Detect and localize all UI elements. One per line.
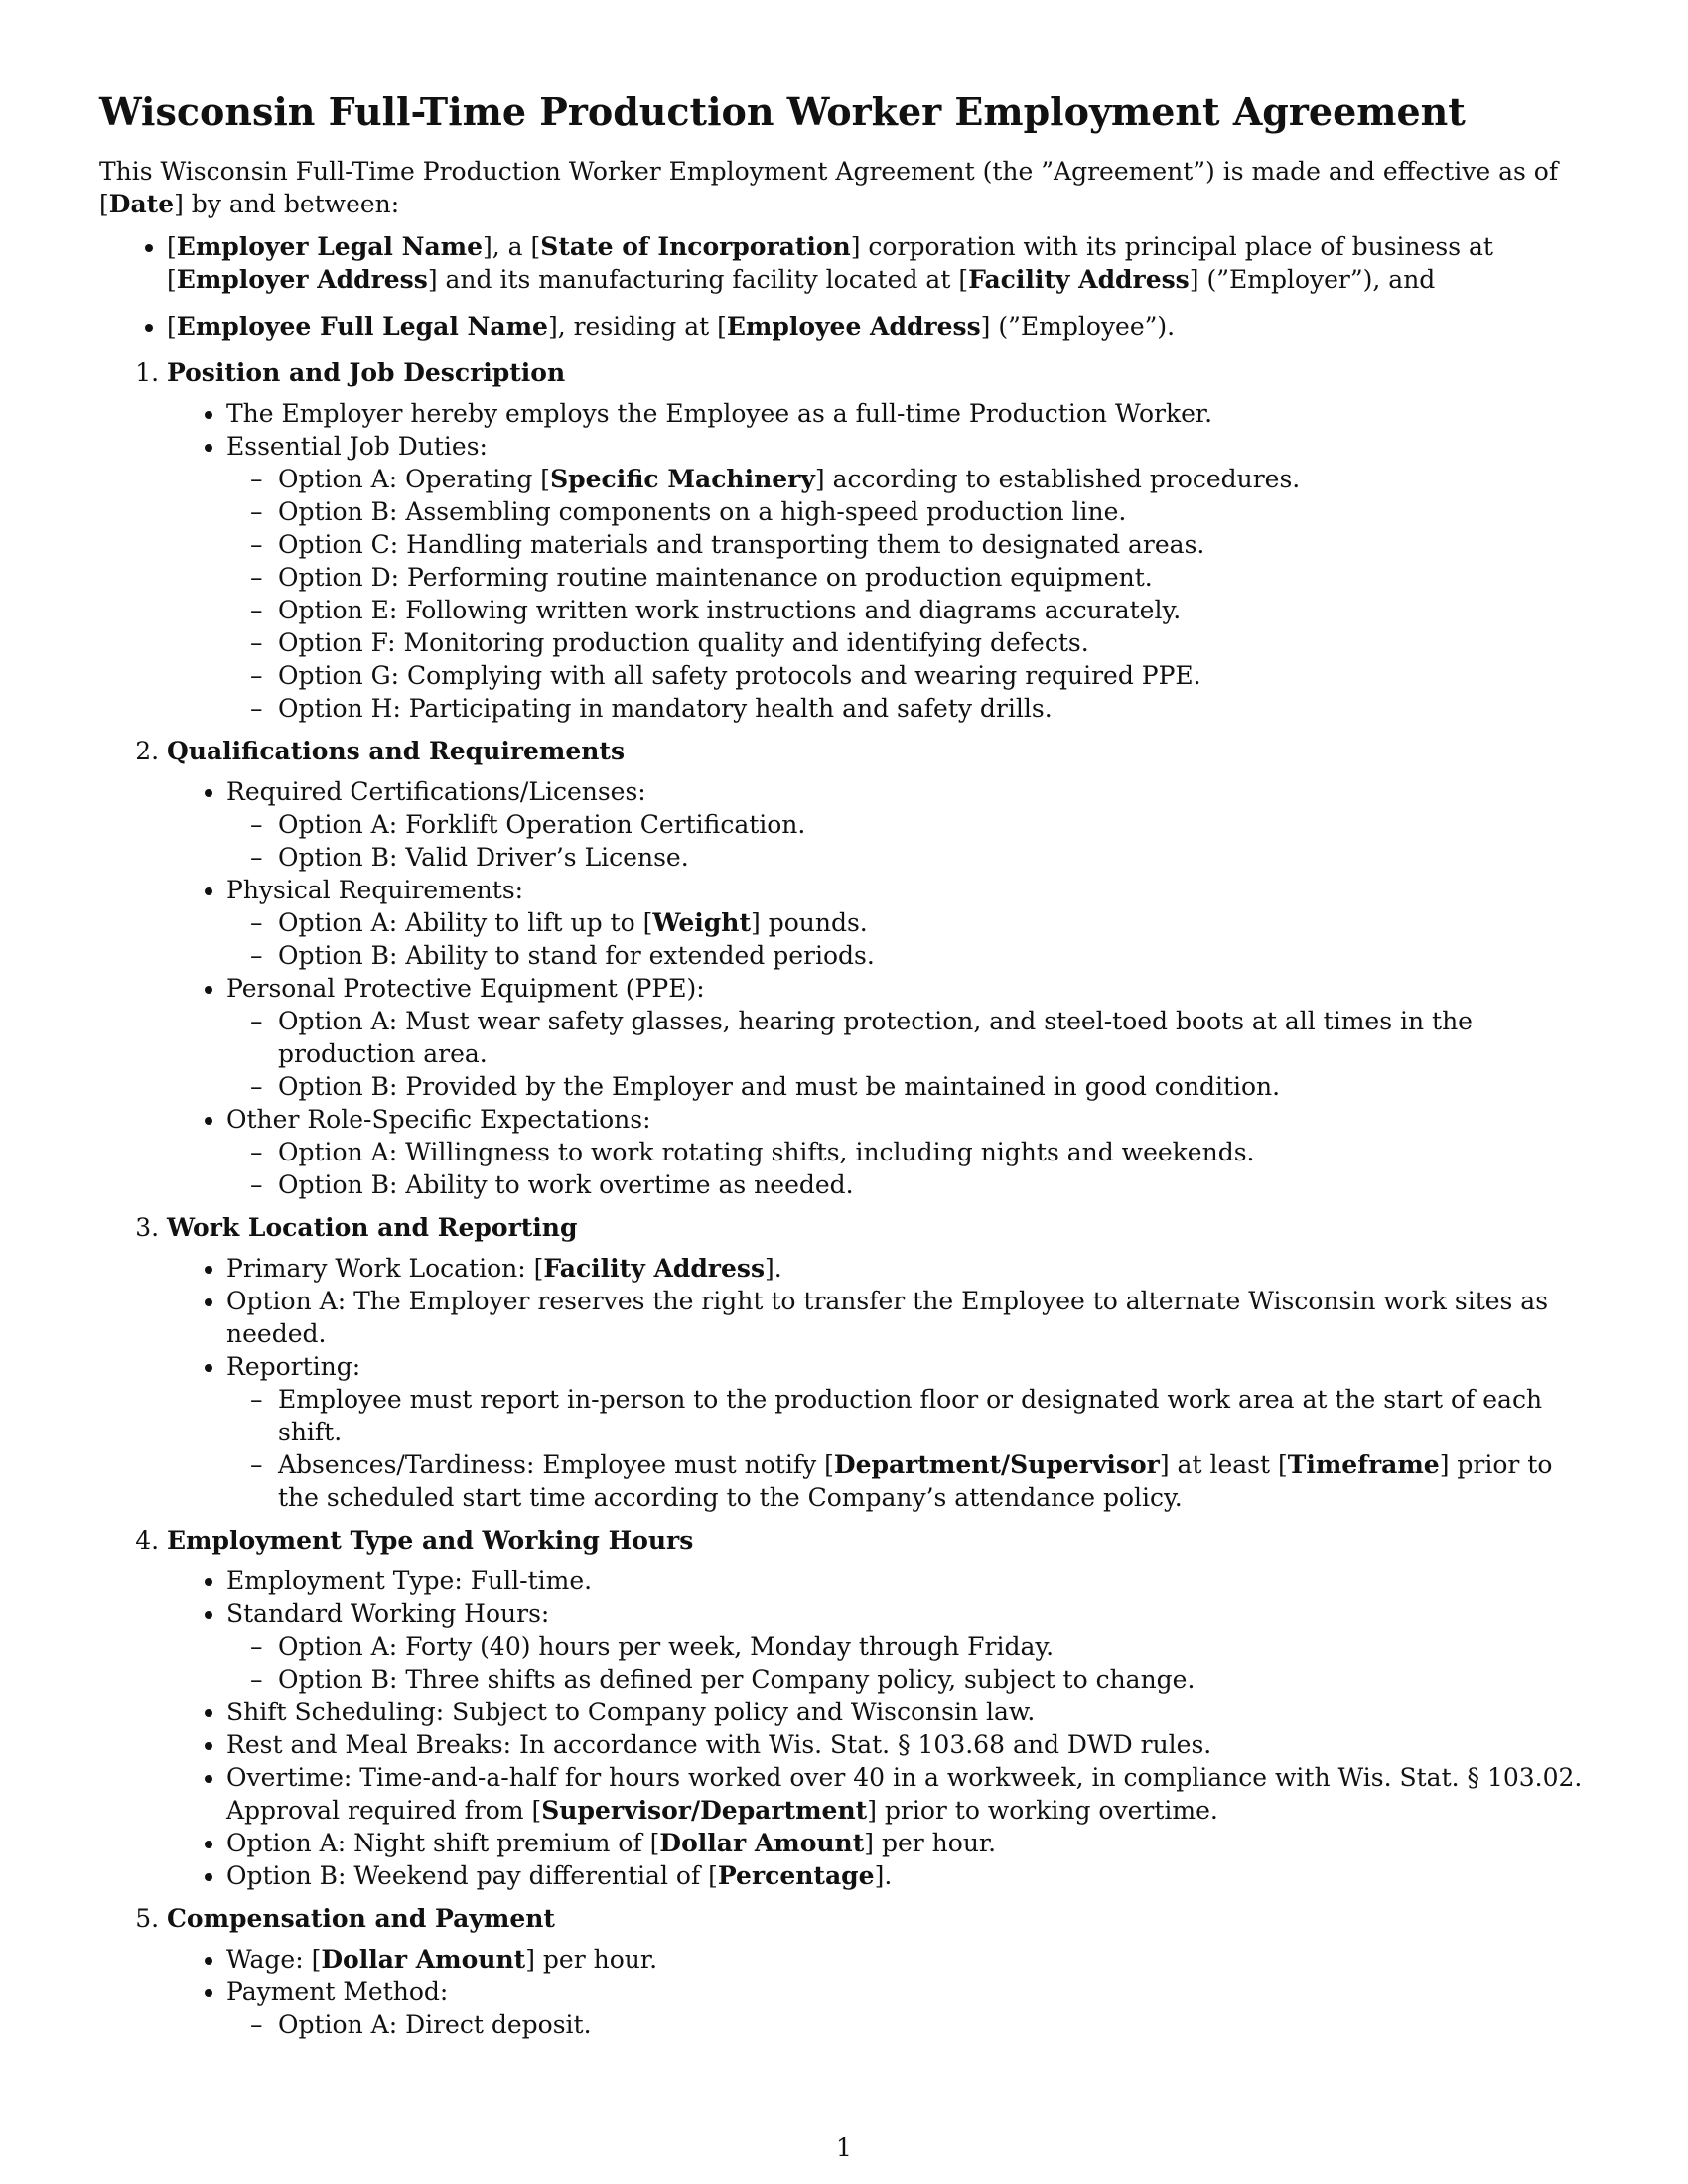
option-item: – Employee must report in-person to the production floor or designated work area at the start of each shift. <box>278 1383 1589 1448</box>
option-item: – Option A: Must wear safety glasses, hearing protection, and steel-toed boots at all times in the production area. <box>278 1005 1589 1070</box>
section-3 <box>167 1211 1589 1514</box>
option-item: – Option C: Handling materials and transporting them to designated areas. <box>278 528 1589 561</box>
option-item: – Option H: Participating in mandatory health and safety drills. <box>278 692 1589 725</box>
placeholder-dollar-amount: Dollar Amount <box>321 1945 526 1974</box>
list-item: • Option A: Night shift premium of [Dollar Amount] per hour. <box>226 1827 1589 1859</box>
option-item: – Option B: Three shifts as defined per Company policy, subject to change. <box>278 1663 1589 1696</box>
option-item: – Option G: Complying with all safety protocols and wearing required PPE. <box>278 659 1589 692</box>
placeholder-facility-address: Facility Address <box>968 265 1190 294</box>
option-item: – Option A: Willingness to work rotating shifts, including nights and weekends. <box>278 1136 1589 1168</box>
list-item: • Rest and Meal Breaks: In accordance with Wis. Stat. § 103.68 and DWD rules. <box>226 1728 1589 1761</box>
list-item: • Employment Type: Full-time. <box>226 1565 1589 1597</box>
list-item: • Required Certifications/Licenses: – Option A: Forklift Operation Certification. – Option B: Valid Driver’s License. <box>226 775 1589 874</box>
option-item: – Option F: Monitoring production quality and identifying defects. <box>278 626 1589 659</box>
placeholder-supervisor-department: Supervisor/Department <box>541 1796 868 1825</box>
placeholder-weight: Weight <box>652 908 752 937</box>
option-item: – Option B: Ability to stand for extended periods. <box>278 939 1589 972</box>
option-item: – Option B: Valid Driver’s License. <box>278 841 1589 874</box>
section-title: 2. Qualifications and Requirements <box>167 737 626 765</box>
placeholder-facility-address: Facility Address <box>543 1254 766 1283</box>
section-title: 1. Position and Job Description <box>167 358 566 387</box>
option-item: – Option A: Ability to lift up to [Weight] pounds. <box>278 906 1589 939</box>
option-item: – Option A: Direct deposit. <box>278 2008 1589 2041</box>
placeholder-timeframe: Timeframe <box>1287 1450 1440 1479</box>
section-5 <box>167 1902 1589 2041</box>
section-2 <box>167 735 1589 1201</box>
placeholder-date: Date <box>108 190 175 218</box>
list-item: • Reporting: – Employee must report in-person to the production floor or designated work area at the start of each shift. – Absences/Tardiness: Employee must notify [Department/Supervisor] at least [Timeframe] prior to the scheduled start time according to the Company’s attendance policy. <box>226 1350 1589 1514</box>
list-item: • Standard Working Hours: – Option A: Forty (40) hours per week, Monday through Friday. – Option B: Three shifts as defined per Company policy, subject to change. <box>226 1597 1589 1696</box>
intro-paragraph: This Wisconsin Full-Time Production Worker Employment Agreement (the ”Agreement”) is made and effective as of [Date] by and between: <box>99 157 1559 218</box>
list-item: • Primary Work Location: [Facility Address]. <box>226 1252 1589 1285</box>
list-item: • Option B: Weekend pay differential of [Percentage]. <box>226 1859 1589 1892</box>
option-item: – Option E: Following written work instructions and diagrams accurately. <box>278 594 1589 626</box>
list-item: • The Employer hereby employs the Employee as a full-time Production Worker. <box>226 397 1589 430</box>
page-number: 1 <box>836 2133 852 2162</box>
list-item: • Option A: The Employer reserves the right to transfer the Employee to alternate Wisconsin work sites as needed. <box>226 1285 1589 1350</box>
parties-list <box>99 230 1589 342</box>
option-item: – Option B: Provided by the Employer and must be maintained in good condition. <box>278 1070 1589 1103</box>
placeholder-department-supervisor: Department/Supervisor <box>833 1450 1160 1479</box>
list-item: • Personal Protective Equipment (PPE): – Option A: Must wear safety glasses, hearing protection, and steel-toed boots at all times in the production area. – Option B: Provided by the Employer and must be maintained in good condition. <box>226 972 1589 1103</box>
placeholder-state-of-incorporation: State of Incorporation <box>540 232 851 261</box>
option-item: – Option A: Forty (40) hours per week, Monday through Friday. <box>278 1630 1589 1663</box>
placeholder-employee-address: Employee Address <box>726 312 981 341</box>
placeholder-dollar-amount: Dollar Amount <box>659 1829 865 1857</box>
document-title: Wisconsin Full-Time Production Worker Employment Agreement <box>99 89 1466 134</box>
sections-list <box>99 356 1589 2041</box>
section-4 <box>167 1524 1589 1892</box>
placeholder-employer-address: Employer Address <box>176 265 428 294</box>
list-item: • Physical Requirements: – Option A: Ability to lift up to [Weight] pounds. – Option B: Ability to stand for extended periods. <box>226 874 1589 972</box>
party-employee: • [Employee Full Legal Name], residing at [Employee Address] (”Employee”). <box>167 310 1589 342</box>
option-item: – Option B: Ability to work overtime as needed. <box>278 1168 1589 1201</box>
list-item: • Essential Job Duties: – Option A: Operating [Specific Machinery] according to established procedures. – Option B: Assembling components on a high-speed production line. – Option C: Handling materials and transporting them to designated areas. – Option D: Performing routine maintenance on production equipment. – Option E: Following written work instructions and diagrams accurately. – Option F: Monitoring production quality and identifying defects. – Option G: Complying with all safety protocols and wearing required PPE. – Option H: Participating in mandatory health and safety drills. <box>226 430 1589 725</box>
list-item: • Wage: [Dollar Amount] per hour. <box>226 1943 1589 1976</box>
option-item: – Option A: Forklift Operation Certification. <box>278 808 1589 841</box>
section-title: 3. Work Location and Reporting <box>167 1213 578 1242</box>
option-item: – Option A: Operating [Specific Machinery] according to established procedures. <box>278 463 1589 495</box>
option-item: – Option D: Performing routine maintenance on production equipment. <box>278 561 1589 594</box>
option-item: – Option B: Assembling components on a high-speed production line. <box>278 495 1589 528</box>
list-item: • Other Role-Specific Expectations: – Option A: Willingness to work rotating shifts, including nights and weekends. – Option B: Ability to work overtime as needed. <box>226 1103 1589 1201</box>
section-1 <box>167 356 1589 725</box>
placeholder-employee-full-legal-name: Employee Full Legal Name <box>176 312 548 341</box>
party-employer: • [Employer Legal Name], a [State of Incorporation] corporation with its principal place of business at [Employer Address] and its manufacturing facility located at [Facility Address] (”Employer”), and <box>167 230 1589 296</box>
placeholder-employer-legal-name: Employer Legal Name <box>176 232 484 261</box>
section-title: 4. Employment Type and Working Hours <box>167 1526 694 1555</box>
placeholder-percentage: Percentage <box>717 1861 875 1890</box>
list-item: • Overtime: Time-and-a-half for hours worked over 40 in a workweek, in compliance with Wis. Stat. § 103.02. Approval required from [Supervisor/Department] prior to working overtime. <box>226 1761 1589 1827</box>
list-item: • Shift Scheduling: Subject to Company policy and Wisconsin law. <box>226 1696 1589 1728</box>
section-title: 5. Compensation and Payment <box>167 1904 555 1933</box>
placeholder-specific-machinery: Specific Machinery <box>550 465 815 493</box>
list-item: • Payment Method: – Option A: Direct deposit. <box>226 1976 1589 2041</box>
option-item: – Absences/Tardiness: Employee must notify [Department/Supervisor] at least [Timeframe] prior to the scheduled start time according to the Company’s attendance policy. <box>278 1448 1589 1514</box>
